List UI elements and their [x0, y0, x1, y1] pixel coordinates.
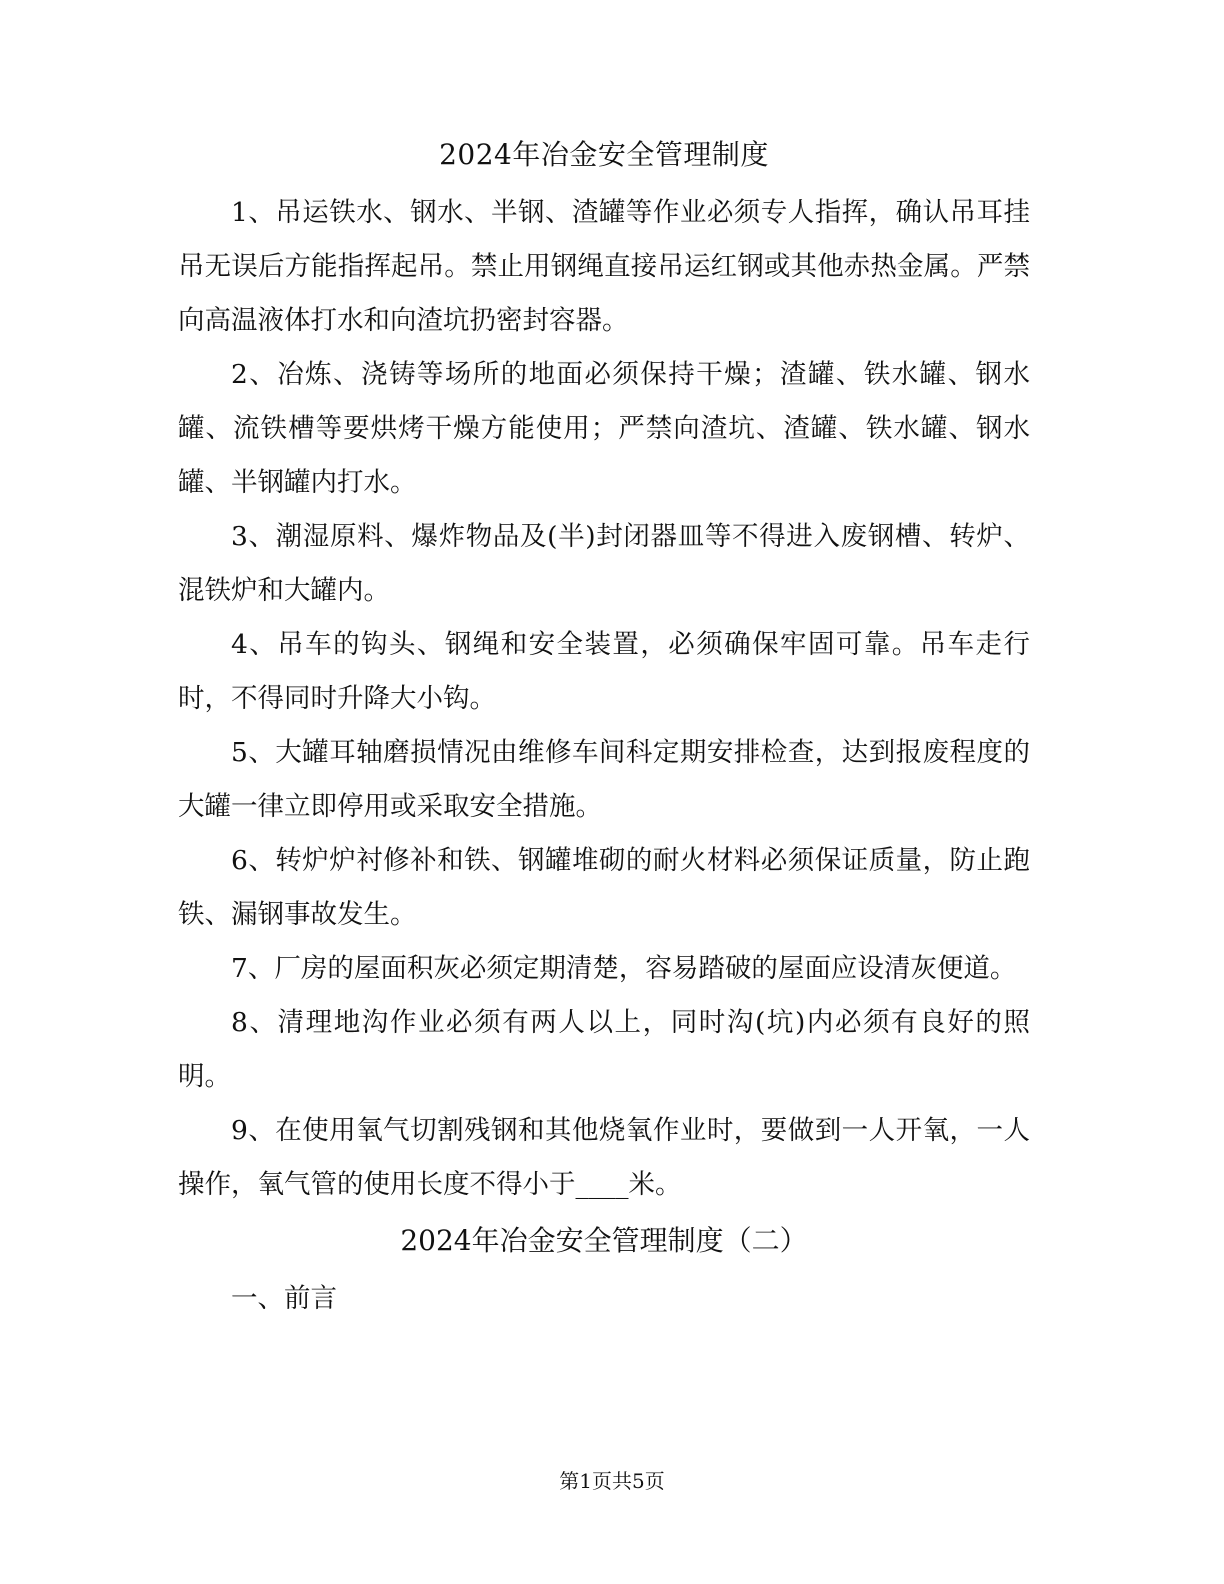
paragraph-7: 7、厂房的屋面积灰必须定期清楚，容易踏破的屋面应设清灰便道。	[231, 953, 1017, 984]
paragraph-1: 1、吊运铁水、钢水、半钢、渣罐等作业必须专人指挥，确认吊耳挂吊无误后方能指挥起吊。禁止用钢绳直接吊运红钢或其他赤热金属。严禁向高温液体打水和向渣坑扔密封容器。	[178, 197, 1030, 336]
paragraph-8: 8、清理地沟作业必须有两人以上，同时沟(坑)内必须有良好的照明。	[178, 1007, 1030, 1092]
paragraph-9: 9、在使用氧气切割残钢和其他烧氧作业时，要做到一人开氧，一人操作，氧气管的使用长度不得小于____米。	[178, 1115, 1030, 1200]
section-heading: 一、前言	[231, 1283, 337, 1314]
paragraph-5: 5、大罐耳轴磨损情况由维修车间科定期安排检查，达到报废程度的大罐一律立即停用或采取安全措施。	[178, 737, 1030, 822]
page-footer: 第1页共5页	[559, 1469, 665, 1493]
document-page	[178, 128, 1030, 1326]
document-title: 2024年冶金安全管理制度	[439, 138, 769, 171]
paragraph-6: 6、转炉炉衬修补和铁、钢罐堆砌的耐火材料必须保证质量，防止跑铁、漏钢事故发生。	[178, 845, 1030, 930]
section-title: 2024年冶金安全管理制度（二）	[400, 1224, 808, 1257]
paragraph-3: 3、潮湿原料、爆炸物品及(半)封闭器皿等不得进入废钢槽、转炉、混铁炉和大罐内。	[178, 521, 1030, 606]
paragraph-4: 4、吊车的钩头、钢绳和安全装置，必须确保牢固可靠。吊车走行时，不得同时升降大小钩。	[178, 629, 1030, 714]
paragraph-2: 2、冶炼、浇铸等场所的地面必须保持干燥；渣罐、铁水罐、钢水罐、流铁槽等要烘烤干燥方能使用；严禁向渣坑、渣罐、铁水罐、钢水罐、半钢罐内打水。	[178, 359, 1030, 498]
